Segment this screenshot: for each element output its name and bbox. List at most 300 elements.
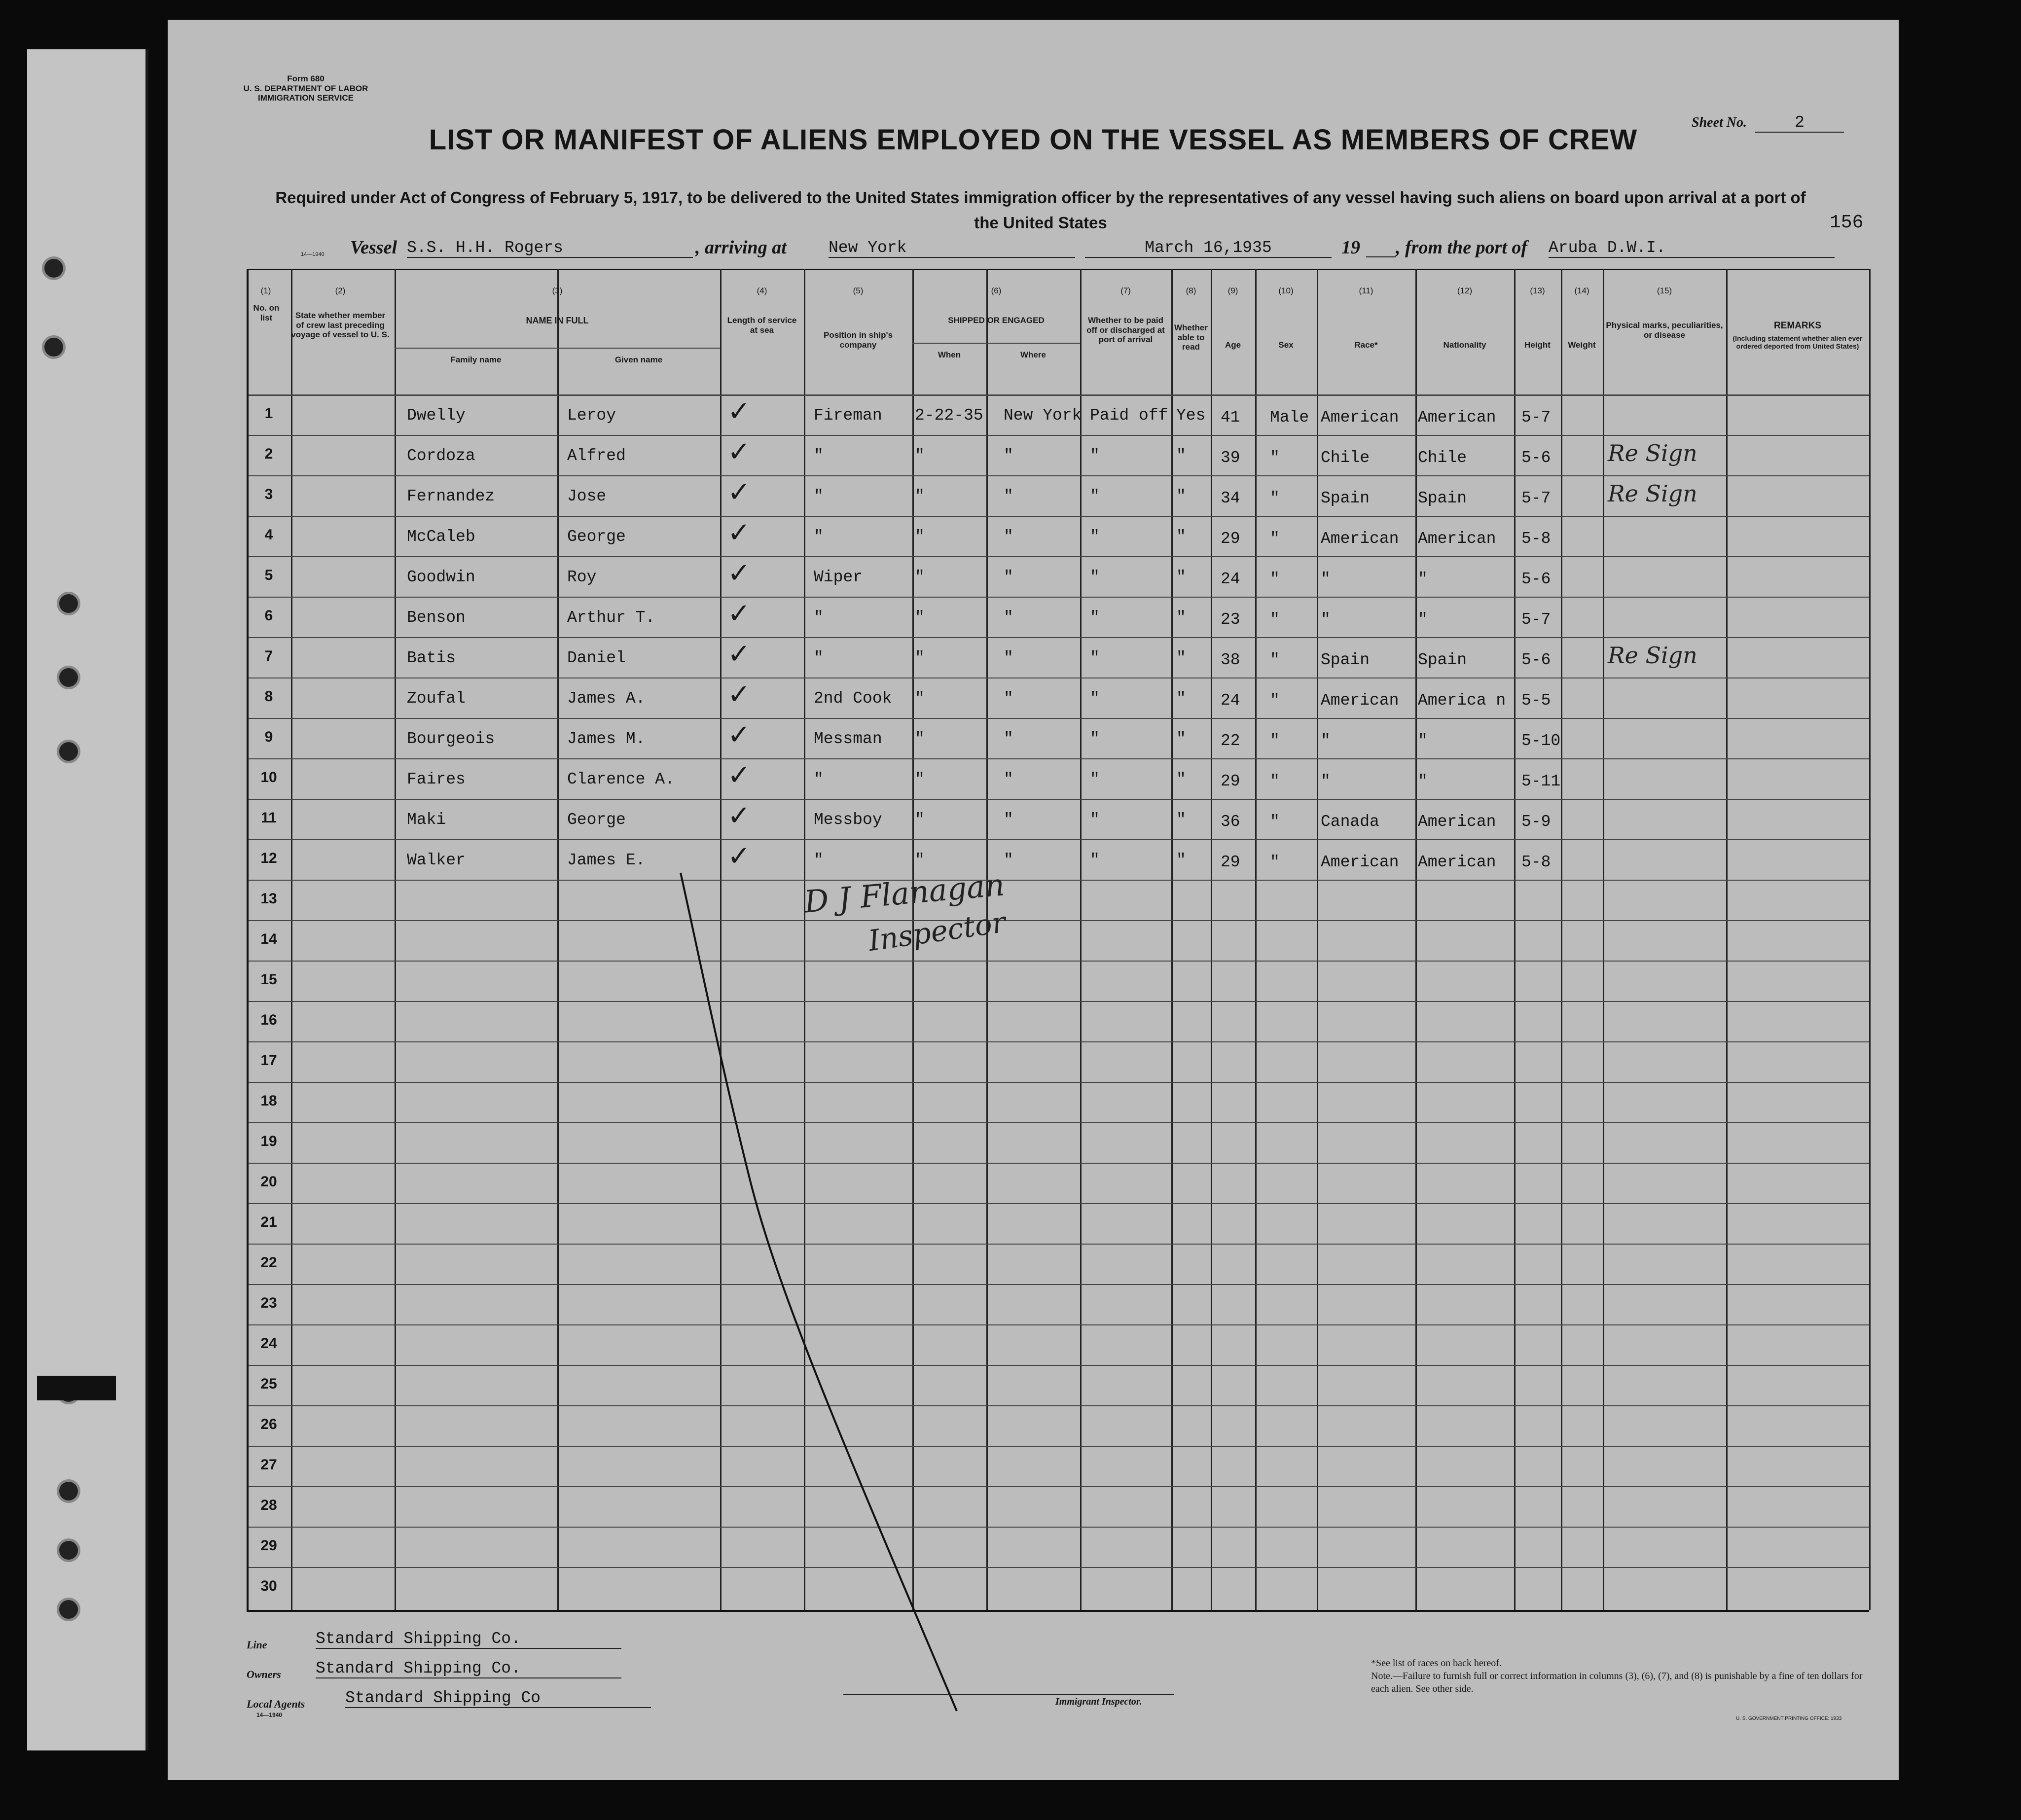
row-number: 26	[260, 1416, 277, 1432]
col-header-age: Age	[1225, 340, 1241, 350]
paid-off: "	[1090, 447, 1100, 465]
row-number: 18	[260, 1093, 277, 1109]
check-mark-icon: ✓	[727, 436, 751, 468]
nationality: America n	[1418, 691, 1506, 710]
check-mark-icon: ✓	[727, 678, 751, 711]
row-number: 14	[260, 931, 277, 947]
form-header-block	[237, 74, 375, 103]
vessel-label: Vessel	[350, 237, 397, 258]
paid-off: "	[1090, 770, 1100, 788]
nationality: Chile	[1418, 449, 1467, 467]
col-header-read: Whether able to read	[1174, 323, 1208, 352]
check-mark-icon: ✓	[727, 719, 751, 751]
manifest-sheet	[168, 20, 1899, 1780]
height: 5-6	[1521, 570, 1551, 588]
paid-off: "	[1090, 689, 1100, 708]
age: 41	[1221, 408, 1240, 427]
arriving-port: New York	[829, 239, 1075, 258]
col-header-length-service: Length of service at sea	[727, 316, 797, 335]
position: "	[814, 770, 824, 788]
height: 5-7	[1521, 408, 1551, 427]
sex: "	[1270, 610, 1280, 629]
binder-hole	[57, 740, 80, 763]
shipped-where: "	[1004, 487, 1013, 505]
table-row	[168, 556, 1899, 596]
row-number: 23	[260, 1295, 277, 1311]
owners-label: Owners	[247, 1668, 281, 1680]
race: "	[1321, 610, 1331, 629]
row-number: 21	[260, 1214, 277, 1230]
sex: "	[1270, 853, 1280, 871]
nationality: American	[1418, 853, 1496, 871]
form-number: Form 680	[287, 74, 325, 83]
nationality: American	[1418, 813, 1496, 831]
col-header-remarks: REMARKS	[1773, 321, 1822, 331]
age: 29	[1221, 772, 1240, 790]
family-name: Goodwin	[407, 568, 475, 586]
age: 39	[1221, 449, 1240, 467]
binder-hole	[42, 335, 66, 359]
sheet-number-value: 2	[1755, 113, 1844, 133]
check-mark-icon: ✓	[727, 557, 751, 589]
race: "	[1321, 732, 1331, 750]
col-num-2: (2)	[335, 286, 346, 295]
given-name: Clarence A.	[567, 770, 675, 788]
table-row	[168, 758, 1899, 798]
shipped-when: "	[915, 730, 925, 748]
sex: "	[1270, 691, 1280, 710]
paid-off: Paid off	[1090, 406, 1168, 425]
table-row	[168, 718, 1899, 757]
sex: "	[1270, 449, 1280, 467]
age: 29	[1221, 530, 1240, 548]
nationality: "	[1418, 570, 1428, 588]
nationality: "	[1418, 610, 1428, 629]
row-number: 17	[260, 1052, 277, 1069]
penalty-note: Note.—Failure to furnish full or correct information in columns (3), (6), (7), and (8) is punishable by a fine of ten dollars for each alien. See other side.	[1371, 1671, 1863, 1694]
col-num-4: (4)	[757, 286, 767, 295]
height: 5-6	[1521, 449, 1551, 467]
col-sub-when: When	[938, 350, 961, 359]
nationality: American	[1418, 408, 1496, 427]
physical-mark-handwritten: Re Sign	[1608, 480, 1697, 507]
position: 2nd Cook	[814, 689, 892, 708]
table-row	[168, 597, 1899, 636]
agents-code: 14—1940	[256, 1712, 283, 1718]
row-number: 13	[260, 891, 277, 907]
position: "	[814, 447, 824, 465]
arrival-date: March 16,1935	[1085, 239, 1332, 258]
nationality: Spain	[1418, 651, 1467, 669]
row-rule	[249, 1365, 1869, 1366]
height: 5-6	[1521, 651, 1551, 669]
binder-clip	[37, 1376, 116, 1400]
row-rule	[249, 1446, 1869, 1447]
races-note: *See list of races on back hereof.	[1371, 1658, 1502, 1669]
binder-hole	[57, 592, 80, 615]
row-rule	[912, 343, 1080, 344]
col-header-physical-marks: Physical marks, peculiarities, or disease	[1606, 321, 1723, 340]
able-to-read: "	[1176, 608, 1186, 627]
nationality: American	[1418, 530, 1496, 548]
row-number: 19	[260, 1133, 277, 1149]
check-mark-icon: ✓	[727, 476, 751, 508]
shipped-when: "	[915, 487, 925, 505]
row-number: 10	[260, 769, 277, 785]
race: American	[1321, 408, 1399, 427]
row-number: 1	[264, 405, 273, 422]
row-number: 6	[264, 607, 273, 624]
paid-off: "	[1090, 811, 1100, 829]
given-name: Alfred	[567, 447, 626, 465]
table-row	[168, 394, 1899, 434]
col-num-12: (12)	[1457, 286, 1473, 295]
col-num-8: (8)	[1186, 286, 1196, 295]
row-rule	[249, 1527, 1869, 1528]
row-number: 5	[264, 567, 273, 583]
able-to-read: "	[1176, 568, 1186, 586]
col-sub-remarks-note: (Including statement whether alien ever ordered deported from United States)	[1732, 334, 1863, 351]
shipped-when: "	[915, 528, 925, 546]
height: 5-8	[1521, 853, 1551, 871]
age: 23	[1221, 610, 1240, 629]
given-name: Arthur T.	[567, 608, 655, 627]
shipped-when: "	[915, 608, 925, 627]
page-subtitle: Required under Act of Congress of February 5, 1917, to be delivered to the United States immigration officer by the representatives of any vessel having such aliens on board upon arrival at a port of the United States	[275, 188, 1806, 232]
binder-hole	[57, 1479, 80, 1503]
arriving-label: , arriving at	[695, 237, 787, 258]
family-name: Benson	[407, 608, 466, 627]
binder-hole	[42, 256, 66, 280]
paid-off: "	[1090, 649, 1100, 667]
position: "	[814, 851, 824, 869]
paid-off: "	[1090, 487, 1100, 505]
col-header-height: Height	[1524, 340, 1551, 350]
row-number: 25	[260, 1376, 277, 1392]
sex: "	[1270, 570, 1280, 588]
row-rule	[249, 1122, 1869, 1123]
able-to-read: "	[1176, 770, 1186, 788]
binder-strip	[27, 49, 148, 1750]
shipped-when: "	[915, 851, 925, 869]
race: "	[1321, 570, 1331, 588]
inspector-signature-name: D J Flanagan	[802, 866, 1006, 920]
col-num-14: (14)	[1574, 286, 1589, 295]
shipped-when: "	[915, 770, 925, 788]
col-header-sex: Sex	[1278, 340, 1294, 350]
sex: Male	[1270, 408, 1309, 427]
age: 36	[1221, 813, 1240, 831]
row-number: 30	[260, 1578, 277, 1594]
given-name: James A.	[567, 689, 646, 708]
family-name: Batis	[407, 649, 456, 667]
physical-mark-handwritten: Re Sign	[1608, 440, 1697, 466]
age: 24	[1221, 570, 1240, 588]
department-name: U. S. DEPARTMENT OF LABOR	[243, 83, 368, 93]
shipped-where: "	[1004, 730, 1013, 748]
from-port: Aruba D.W.I.	[1549, 239, 1835, 258]
check-mark-icon: ✓	[727, 638, 751, 670]
paid-off: "	[1090, 568, 1100, 586]
paid-off: "	[1090, 730, 1100, 748]
able-to-read: "	[1176, 528, 1186, 546]
row-rule	[249, 920, 1869, 921]
row-rule	[395, 348, 720, 349]
given-name: James M.	[567, 730, 646, 748]
row-rule	[249, 1001, 1869, 1002]
row-number: 20	[260, 1174, 277, 1190]
row-number: 29	[260, 1537, 277, 1554]
row-rule	[249, 1244, 1869, 1245]
year-blank	[1366, 256, 1396, 257]
shipped-when: "	[915, 649, 925, 667]
table-row	[168, 475, 1899, 515]
able-to-read: "	[1176, 730, 1186, 748]
row-number: 7	[264, 648, 273, 664]
year-prefix: 19	[1341, 237, 1360, 258]
nationality: "	[1418, 772, 1428, 790]
row-rule	[249, 1082, 1869, 1083]
position: Messboy	[814, 811, 882, 829]
sex: "	[1270, 530, 1280, 548]
shipped-where: "	[1004, 608, 1013, 627]
check-mark-icon: ✓	[727, 759, 751, 791]
row-rule	[249, 1324, 1869, 1325]
row-number: 27	[260, 1457, 277, 1473]
table-row	[168, 516, 1899, 555]
position: Messman	[814, 730, 882, 748]
col-num-13: (13)	[1530, 286, 1545, 295]
col-num-6: (6)	[991, 286, 1002, 295]
shipped-when: "	[915, 568, 925, 586]
able-to-read: Yes	[1176, 406, 1206, 425]
inspector-signature-line	[843, 1694, 1174, 1695]
age: 38	[1221, 651, 1240, 669]
age: 22	[1221, 732, 1240, 750]
binder-hole	[57, 1598, 80, 1621]
col-sub-given: Given name	[614, 355, 663, 364]
row-number: 28	[260, 1497, 277, 1513]
family-name: Walker	[407, 851, 466, 869]
table-row	[168, 637, 1899, 677]
table-row	[168, 435, 1899, 474]
printing-office: U. S. GOVERNMENT PRINTING OFFICE: 1933	[1736, 1716, 1842, 1721]
height: 5-9	[1521, 813, 1551, 831]
height: 5-7	[1521, 610, 1551, 629]
col-header-race: Race*	[1354, 340, 1378, 350]
shipped-where: "	[1004, 770, 1013, 788]
sex: "	[1270, 772, 1280, 790]
col-header-member-crew: State whether member of crew last preceding voyage of vessel to U. S.	[291, 311, 390, 340]
position: Fireman	[814, 406, 882, 425]
nationality: "	[1418, 732, 1428, 750]
shipped-where: "	[1004, 811, 1013, 829]
row-number: 24	[260, 1335, 277, 1352]
shipped-when: "	[915, 447, 925, 465]
check-mark-icon: ✓	[727, 517, 751, 549]
family-name: Cordoza	[407, 447, 475, 465]
row-number: 9	[264, 729, 273, 745]
row-number: 4	[264, 527, 273, 543]
row-rule	[249, 1284, 1869, 1285]
row-rule	[249, 1405, 1869, 1406]
row-number: 16	[260, 1012, 277, 1028]
col-num-11: (11)	[1359, 286, 1373, 295]
shipped-where: "	[1004, 689, 1013, 708]
col-num-7: (7)	[1120, 286, 1131, 295]
physical-mark-handwritten: Re Sign	[1608, 642, 1697, 669]
height: 5-10	[1521, 732, 1561, 750]
stamp-number: 156	[1830, 212, 1864, 233]
check-mark-icon: ✓	[727, 800, 751, 832]
family-name: Fernandez	[407, 487, 495, 505]
row-rule	[249, 1203, 1869, 1204]
row-rule	[249, 1486, 1869, 1487]
agents-value: Standard Shipping Co	[345, 1689, 651, 1708]
given-name: James E.	[567, 851, 646, 869]
row-number: 11	[261, 810, 277, 826]
given-name: George	[567, 528, 626, 546]
form-code-top: 14—1940	[301, 251, 325, 257]
col-header-name: NAME IN FULL	[526, 316, 589, 325]
family-name: Maki	[407, 811, 446, 829]
height: 5-7	[1521, 489, 1551, 507]
race: Chile	[1321, 449, 1370, 467]
age: 34	[1221, 489, 1240, 507]
col-num-5: (5)	[853, 286, 864, 295]
shipped-when: "	[915, 689, 925, 708]
shipped-where: "	[1004, 528, 1013, 546]
family-name: Bourgeois	[407, 730, 495, 748]
sheet-label: Sheet No.	[1692, 115, 1747, 130]
line-value: Standard Shipping Co.	[316, 1630, 621, 1649]
paid-off: "	[1090, 851, 1100, 869]
col-header-nationality: Nationality	[1443, 340, 1486, 350]
race: Spain	[1321, 489, 1370, 507]
shipped-where: "	[1004, 447, 1013, 465]
col-header-position: Position in ship's company	[823, 330, 893, 350]
col-header-shipped: SHIPPED OR ENGAGED	[948, 316, 1045, 325]
footer-notes	[1371, 1657, 1864, 1695]
col-num-3: (3)	[552, 286, 563, 295]
position: "	[814, 649, 824, 667]
row-number: 2	[264, 446, 273, 462]
position: "	[814, 528, 824, 546]
service-name: IMMIGRATION SERVICE	[258, 93, 354, 103]
height: 5-8	[1521, 530, 1551, 548]
sex: "	[1270, 813, 1280, 831]
col-header-weight: Weight	[1568, 340, 1596, 350]
shipped-where: "	[1004, 649, 1013, 667]
row-rule	[249, 1163, 1869, 1164]
table-row	[168, 799, 1899, 838]
race: Spain	[1321, 651, 1370, 669]
owners-value: Standard Shipping Co.	[316, 1659, 621, 1678]
page-title: LIST OR MANIFEST OF ALIENS EMPLOYED ON THE VESSEL AS MEMBERS OF CREW	[429, 124, 1638, 156]
col-num-9: (9)	[1227, 286, 1238, 295]
row-number: 3	[264, 486, 273, 502]
binder-hole	[57, 666, 80, 689]
binder-hole	[57, 1538, 80, 1562]
family-name: Zoufal	[407, 689, 466, 708]
col-sub-family: Family name	[450, 355, 502, 364]
table-row	[168, 678, 1899, 717]
shipped-where: New York	[1004, 406, 1082, 425]
shipped-when: 2-22-35	[915, 406, 983, 425]
vessel-name: S.S. H.H. Rogers	[407, 239, 693, 258]
check-mark-icon: ✓	[727, 840, 751, 872]
row-rule	[249, 1041, 1869, 1042]
from-port-label: , from the port of	[1396, 237, 1528, 258]
shipped-when: "	[915, 811, 925, 829]
position: Wiper	[814, 568, 863, 586]
row-number: 15	[260, 971, 277, 988]
col-header-no: No. on list	[253, 303, 280, 322]
given-name: Leroy	[567, 406, 616, 425]
table-top-rule	[247, 269, 1869, 270]
col-header-paid-off: Whether to be paid off or discharged at port of arrival	[1086, 316, 1165, 345]
nationality: Spain	[1418, 489, 1467, 507]
able-to-read: "	[1176, 447, 1186, 465]
paid-off: "	[1090, 528, 1100, 546]
height: 5-11	[1521, 772, 1561, 790]
race: American	[1321, 853, 1399, 871]
row-number: 22	[260, 1254, 277, 1271]
sheet-number-field	[1692, 113, 1844, 133]
given-name: Jose	[567, 487, 607, 505]
line-label: Line	[247, 1639, 267, 1651]
race: Canada	[1321, 813, 1379, 831]
col-num-15: (15)	[1657, 286, 1672, 295]
inspector-signature-title: Inspector	[866, 905, 1008, 958]
paid-off: "	[1090, 608, 1100, 627]
immigrant-inspector-label: Immigrant Inspector.	[1055, 1696, 1142, 1707]
vessel-line	[350, 237, 1889, 266]
given-name: George	[567, 811, 626, 829]
given-name: Daniel	[567, 649, 626, 667]
able-to-read: "	[1176, 689, 1186, 708]
family-name: Dwelly	[407, 406, 466, 425]
row-rule	[249, 1567, 1869, 1568]
sex: "	[1270, 489, 1280, 507]
race: American	[1321, 691, 1399, 710]
family-name: Faires	[407, 770, 466, 788]
col-num-1: (1)	[260, 286, 271, 295]
col-sub-where: Where	[1020, 350, 1046, 359]
table-bottom-rule	[247, 1610, 1869, 1612]
check-mark-icon: ✓	[727, 598, 751, 630]
race: American	[1321, 530, 1399, 548]
row-rule	[249, 961, 1869, 962]
agents-label: Local Agents	[247, 1698, 305, 1710]
given-name: Roy	[567, 568, 597, 586]
age: 24	[1221, 691, 1240, 710]
family-name: McCaleb	[407, 528, 475, 546]
age: 29	[1221, 853, 1240, 871]
able-to-read: "	[1176, 649, 1186, 667]
row-number: 12	[260, 850, 277, 866]
able-to-read: "	[1176, 487, 1186, 505]
cancel-line	[671, 863, 967, 1721]
sex: "	[1270, 732, 1280, 750]
shipped-where: "	[1004, 568, 1013, 586]
position: "	[814, 608, 824, 627]
race: "	[1321, 772, 1331, 790]
able-to-read: "	[1176, 851, 1186, 869]
able-to-read: "	[1176, 811, 1186, 829]
check-mark-icon: ✓	[727, 395, 751, 428]
row-rule	[249, 880, 1869, 881]
